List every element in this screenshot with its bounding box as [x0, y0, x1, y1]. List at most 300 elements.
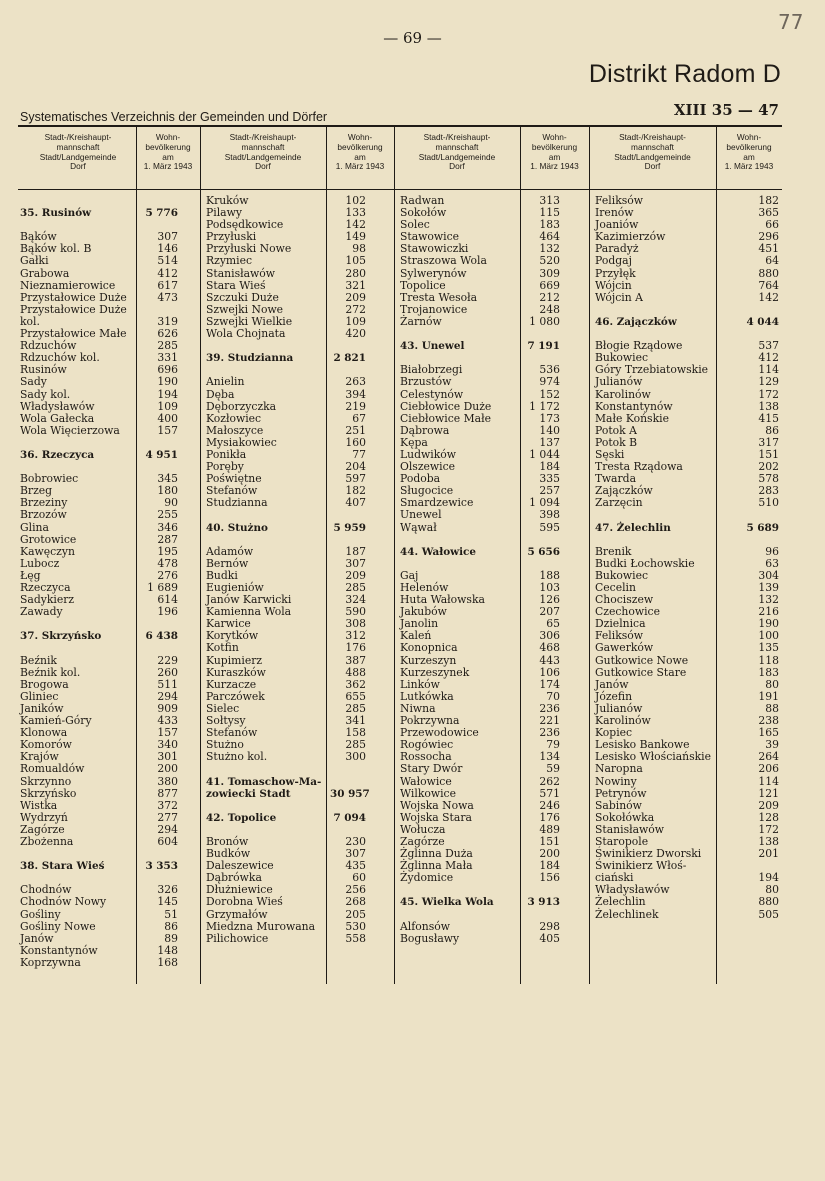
- population-value: 157: [157, 423, 178, 437]
- population-value: 200: [157, 762, 178, 776]
- population-value: 140: [539, 423, 560, 437]
- population-value: 321: [345, 278, 366, 292]
- population-value: 7 191: [527, 340, 560, 353]
- village-row: [400, 401, 560, 413]
- population-value: 558: [345, 931, 366, 945]
- place-name: Kupimierz: [206, 653, 263, 667]
- place-name: ciański: [595, 871, 634, 885]
- place-name: Karolinów: [595, 714, 651, 728]
- village-row: [595, 292, 779, 304]
- village-row: [20, 836, 178, 848]
- section-gap: [20, 437, 178, 449]
- header-top-rule: [18, 125, 782, 127]
- population-value: 400: [157, 411, 178, 425]
- place-name: 35. Rusinów: [20, 207, 92, 220]
- population-value: 260: [157, 665, 178, 679]
- population-value: 173: [539, 411, 560, 425]
- place-name: Bąków kol. B: [20, 242, 92, 256]
- population-value: 206: [758, 762, 779, 776]
- commune-header-row: [20, 207, 178, 219]
- place-name: Kurzeszynek: [400, 665, 470, 679]
- population-value: 280: [345, 266, 366, 280]
- place-name: Janów: [595, 677, 629, 691]
- population-value: 216: [758, 605, 779, 619]
- population-value: 174: [539, 677, 560, 691]
- place-name: Kopiec: [595, 726, 633, 740]
- village-row: [400, 921, 560, 933]
- place-name: Kurzacze: [206, 677, 257, 691]
- population-value: 172: [758, 387, 779, 401]
- place-name: Julianów: [595, 701, 643, 715]
- section-gap: [595, 304, 779, 316]
- population-value: 696: [157, 363, 178, 377]
- population-value: 256: [345, 883, 366, 897]
- population-value: 510: [758, 496, 779, 510]
- place-name: Rdzuchów kol.: [20, 351, 100, 365]
- place-name: Lubocz: [20, 556, 60, 570]
- place-name: Wola Więcierzowa: [20, 423, 120, 437]
- place-name: Wójcin A: [595, 290, 643, 304]
- population-value: 326: [157, 883, 178, 897]
- population-value: 319: [157, 314, 178, 328]
- place-name: Zagórze: [400, 834, 445, 848]
- population-value: 79: [546, 738, 560, 752]
- population-value: 3 353: [145, 860, 178, 873]
- page-number: — 69 —: [383, 29, 442, 47]
- place-name: Żglinna Duża: [400, 847, 473, 861]
- place-name: Rzeczyca: [20, 581, 71, 594]
- place-name: kol.: [20, 314, 40, 328]
- population-value: 109: [157, 399, 178, 413]
- place-name: Zbożenna: [20, 834, 74, 848]
- population-value: 387: [345, 653, 366, 667]
- place-name: Przystałowice Duże: [20, 302, 127, 316]
- header-population-column: Wohn- bevölkerung am 1. März 1943: [724, 132, 774, 172]
- place-name: Glina: [20, 520, 49, 534]
- population-value: 149: [345, 230, 366, 244]
- commune-header-row: [400, 340, 560, 352]
- place-name: Kazimierzów: [595, 230, 666, 244]
- place-name: Tresta Rządowa: [595, 460, 683, 474]
- place-name: Przewodowice: [400, 726, 479, 740]
- village-row: [400, 872, 560, 884]
- header-name-column: Stadt-/Kreishaupt- mannschaft Stadt/Landgemeinde Dorf: [418, 132, 496, 172]
- place-name: Potok B: [595, 435, 638, 449]
- population-value: 669: [539, 278, 560, 292]
- place-name: Wydrzyń: [20, 810, 68, 824]
- village-row: [20, 255, 178, 267]
- village-row: [206, 642, 366, 654]
- place-name: Małoszyce: [206, 423, 264, 437]
- place-name: Wąwał: [400, 520, 437, 534]
- place-name: Studzianna: [206, 496, 268, 510]
- place-name: Sylwerynów: [400, 266, 467, 280]
- place-name: Brenik: [595, 544, 632, 558]
- place-name: Tresta Wesoła: [400, 290, 478, 304]
- population-value: 398: [539, 508, 560, 522]
- place-name: Łęg: [20, 568, 41, 582]
- village-row: [20, 546, 178, 558]
- place-name: Staropole: [595, 834, 649, 848]
- place-name: Kawęczyn: [20, 544, 75, 558]
- place-name: 37. Skrzyńsko: [20, 630, 102, 643]
- table-column-1: [20, 195, 178, 969]
- place-name: Kurzeszyn: [400, 653, 457, 667]
- population-value: 187: [345, 544, 366, 558]
- population-value: 331: [157, 351, 178, 365]
- place-name: Rzymiec: [206, 254, 253, 268]
- population-value: 196: [157, 605, 178, 619]
- village-row: [595, 268, 779, 280]
- population-value: 135: [758, 641, 779, 655]
- population-value: 114: [758, 363, 779, 377]
- place-name: Sabinów: [595, 798, 642, 812]
- village-row: [20, 957, 178, 969]
- population-value: 66: [765, 218, 779, 232]
- place-name: Irenów: [595, 206, 634, 220]
- table-column-3: [400, 195, 560, 945]
- population-value: 595: [539, 520, 560, 534]
- place-name: Skrzyńsko: [20, 786, 77, 800]
- population-value: 202: [758, 460, 779, 474]
- place-name: Przystałowice Małe: [20, 327, 127, 341]
- population-value: 285: [345, 701, 366, 715]
- population-value: 148: [157, 943, 178, 957]
- village-row: [206, 909, 366, 921]
- place-name: Sługocice: [400, 484, 454, 498]
- section-gap: [20, 195, 178, 207]
- population-value: 190: [758, 617, 779, 631]
- village-row: [206, 921, 366, 933]
- population-value: 96: [765, 544, 779, 558]
- pencil-annotation: 77: [778, 10, 804, 34]
- village-row: [400, 763, 560, 775]
- population-value: 272: [345, 302, 366, 316]
- population-value: 362: [345, 677, 366, 691]
- village-row: [595, 642, 779, 654]
- place-name: Dęborzyczka: [206, 399, 277, 413]
- population-value: 102: [345, 194, 366, 207]
- population-value: 420: [345, 327, 366, 341]
- population-value: 335: [539, 472, 560, 486]
- village-row: [20, 606, 178, 618]
- population-value: 65: [546, 617, 560, 631]
- population-value: 152: [539, 387, 560, 401]
- place-name: Przyłęk: [595, 266, 636, 280]
- place-name: Czechowice: [595, 605, 660, 619]
- population-value: 238: [758, 714, 779, 728]
- place-name: Eugieniów: [206, 581, 264, 594]
- village-row: [206, 389, 366, 401]
- population-value: 257: [539, 484, 560, 498]
- place-name: 42. Topolice: [206, 811, 277, 824]
- population-value: 207: [539, 605, 560, 619]
- place-name: Poręby: [206, 460, 244, 474]
- village-row: [400, 800, 560, 812]
- population-value: 571: [539, 786, 560, 800]
- population-value: 126: [539, 593, 560, 607]
- population-value: 263: [345, 375, 366, 389]
- population-value: 380: [157, 774, 178, 788]
- place-name: Bernów: [206, 556, 249, 570]
- place-name: Józefin: [595, 689, 633, 703]
- place-name: Komorów: [20, 738, 72, 752]
- place-name: Karwice: [206, 617, 251, 631]
- population-value: 283: [758, 484, 779, 498]
- population-value: 626: [157, 327, 178, 341]
- commune-header-row: [595, 522, 779, 534]
- population-value: 168: [157, 955, 178, 969]
- population-value: 394: [345, 387, 366, 401]
- place-name: Wołucza: [400, 822, 446, 836]
- place-name: Kępa: [400, 435, 428, 449]
- population-value: 5 776: [145, 207, 178, 220]
- population-value: 1 080: [529, 314, 560, 328]
- place-name: Bronów: [206, 834, 249, 848]
- place-name: Gawerków: [595, 641, 654, 655]
- place-name: Ciebłowice Małe: [400, 411, 491, 425]
- place-name: Kamienna Wola: [206, 605, 292, 619]
- place-name: Sołtysy: [206, 714, 246, 728]
- place-name: Gośliny Nowe: [20, 919, 96, 933]
- table-column-2: [206, 194, 370, 945]
- commune-header-row: [400, 896, 560, 908]
- population-value: 285: [345, 581, 366, 594]
- place-name: Karolinów: [595, 387, 651, 401]
- place-name: Stefanów: [206, 726, 258, 740]
- population-value: 294: [157, 689, 178, 703]
- commune-header-row: [20, 860, 178, 872]
- place-name: Dąbrówka: [206, 871, 262, 885]
- place-name: Pokrzywna: [400, 714, 460, 728]
- population-value: 142: [758, 290, 779, 304]
- place-name: Białobrzegi: [400, 363, 463, 377]
- population-value: 105: [345, 254, 366, 268]
- population-value: 200: [539, 847, 560, 861]
- population-value: 133: [345, 206, 366, 220]
- commune-header-row: [20, 449, 178, 461]
- place-name: Chodnów Nowy: [20, 895, 107, 909]
- population-value: 132: [539, 242, 560, 256]
- population-value: 39: [765, 738, 779, 752]
- village-row: [20, 534, 178, 546]
- section-gap: [400, 328, 560, 340]
- village-row: [20, 896, 178, 908]
- village-row: [206, 328, 366, 340]
- population-value: 176: [345, 641, 366, 655]
- place-name: zowiecki Stadt: [206, 787, 291, 800]
- place-name: Janów Karwicki: [206, 593, 292, 607]
- population-value: 182: [758, 194, 779, 207]
- place-name: Wójcin: [595, 278, 632, 292]
- place-name: Wola Gałecka: [20, 411, 95, 425]
- header-name-column: Stadt-/Kreishaupt- mannschaft Stadt/Landgemeinde Dorf: [614, 132, 691, 172]
- place-name: Ciebłowice Duże: [400, 399, 492, 413]
- place-name: Gałki: [20, 254, 49, 268]
- place-name: 47. Żelechlin: [595, 521, 671, 534]
- place-name: Adamów: [206, 544, 254, 558]
- place-name: Dąbrowa: [400, 423, 450, 437]
- population-value: 138: [758, 834, 779, 848]
- population-value: 5 656: [527, 545, 560, 558]
- place-name: Bobrowiec: [20, 472, 79, 486]
- village-row: [20, 304, 178, 316]
- place-name: Trojanowice: [400, 302, 468, 316]
- place-name: Żarnów: [400, 314, 442, 328]
- place-name: Zagórze: [20, 822, 65, 836]
- section-gap: [206, 340, 366, 352]
- village-row: [20, 376, 178, 388]
- place-name: Twarda: [595, 472, 637, 486]
- population-value: 909: [157, 701, 178, 715]
- place-name: Przyłuski Nowe: [206, 242, 292, 256]
- village-row: [400, 255, 560, 267]
- population-value: 98: [352, 242, 366, 256]
- place-name: 41. Tomaschow-Ma-: [206, 775, 322, 788]
- place-name: Niwna: [400, 701, 436, 715]
- village-row: [400, 509, 560, 521]
- village-row: [206, 413, 366, 425]
- place-name: Unewel: [400, 508, 442, 522]
- population-value: 614: [157, 593, 178, 607]
- population-value: 146: [157, 242, 178, 256]
- header-population-column: Wohn- bevölkerung am 1. März 1943: [143, 132, 193, 172]
- population-value: 307: [345, 556, 366, 570]
- place-name: 44. Wałowice: [400, 545, 476, 558]
- population-value: 287: [157, 532, 178, 546]
- village-row: [20, 800, 178, 812]
- village-row: [595, 389, 779, 401]
- place-name: Janów: [20, 931, 54, 945]
- place-name: Stanisławów: [595, 822, 665, 836]
- village-row: [595, 401, 779, 413]
- population-value: 183: [539, 218, 560, 232]
- place-name: Topolice: [400, 278, 446, 292]
- population-value: 464: [539, 230, 560, 244]
- village-row: [400, 788, 560, 800]
- population-value: 5 689: [746, 521, 779, 534]
- population-value: 88: [765, 701, 779, 715]
- population-value: 165: [758, 726, 779, 740]
- population-value: 489: [539, 822, 560, 836]
- place-name: Stawowice: [400, 230, 460, 244]
- population-value: 488: [345, 665, 366, 679]
- place-name: Radwan: [400, 194, 445, 207]
- place-name: 45. Wielka Wola: [400, 896, 494, 909]
- place-name: Anielin: [206, 375, 245, 389]
- population-value: 255: [157, 508, 178, 522]
- section-gap: [206, 534, 366, 546]
- commune-header-row: [206, 352, 366, 364]
- place-name: Bukowiec: [595, 568, 649, 582]
- place-name: Szwejki Wielkie: [206, 314, 293, 328]
- population-value: 229: [157, 653, 178, 667]
- population-value: 346: [157, 520, 178, 534]
- place-name: Budków: [206, 847, 251, 861]
- district-title: Distrikt Radom D: [588, 60, 781, 88]
- population-value: 597: [345, 472, 366, 486]
- place-name: Feliksów: [595, 194, 644, 207]
- place-name: 36. Rzeczyca: [20, 448, 95, 461]
- place-name: Rdzuchów: [20, 339, 77, 353]
- population-value: 1 689: [147, 581, 178, 594]
- village-row: [595, 763, 779, 775]
- population-value: 184: [539, 859, 560, 873]
- place-name: Sęski: [595, 447, 625, 461]
- village-row: [20, 522, 178, 534]
- place-name: Ponikła: [206, 447, 247, 461]
- place-name: Przystałowice Duże: [20, 290, 127, 304]
- population-value: 138: [758, 399, 779, 413]
- place-name: Gutkowice Nowe: [595, 653, 689, 667]
- place-name: Kozłowiec: [206, 411, 262, 425]
- population-value: 184: [539, 460, 560, 474]
- place-name: Stawowiczki: [400, 242, 469, 256]
- population-value: 114: [758, 774, 779, 788]
- place-name: Poświętne: [206, 472, 262, 486]
- place-name: Rogówiec: [400, 738, 454, 752]
- population-value: 194: [758, 871, 779, 885]
- village-row: [595, 280, 779, 292]
- population-value: 209: [345, 290, 366, 304]
- section-gap: [206, 763, 366, 775]
- population-value: 219: [345, 399, 366, 413]
- place-name: 38. Stara Wieś: [20, 860, 105, 873]
- place-name: Janolin: [400, 617, 439, 631]
- place-name: Stużno: [206, 738, 244, 752]
- village-row: [595, 800, 779, 812]
- population-value: 176: [539, 810, 560, 824]
- village-row: [206, 376, 366, 388]
- place-name: Budki: [206, 568, 238, 582]
- population-value: 86: [765, 423, 779, 437]
- section-gap: [20, 848, 178, 860]
- population-value: 285: [157, 339, 178, 353]
- place-name: Parczówek: [206, 689, 265, 703]
- population-value: 405: [539, 931, 560, 945]
- place-name: Smardzewice: [400, 496, 474, 510]
- place-name: Żelechlinek: [595, 907, 659, 921]
- place-name: Brogowa: [20, 677, 69, 691]
- population-value: 121: [758, 786, 779, 800]
- population-value: 212: [539, 290, 560, 304]
- place-name: Mysiakowiec: [206, 435, 277, 449]
- village-row: [20, 413, 178, 425]
- header-bottom-rule: [18, 189, 782, 190]
- place-name: Rossocha: [400, 750, 452, 764]
- village-row: [206, 667, 366, 679]
- village-row: [206, 751, 366, 763]
- population-value: 115: [539, 206, 560, 220]
- place-name: Góry Trzebiatowskie: [595, 363, 709, 377]
- place-name: Grzymałów: [206, 907, 268, 921]
- population-value: 2 821: [333, 352, 366, 365]
- page-code: XIII 35 — 47: [673, 101, 779, 119]
- population-value: 246: [539, 798, 560, 812]
- population-value: 194: [157, 387, 178, 401]
- village-row: [595, 667, 779, 679]
- population-value: 268: [345, 895, 366, 909]
- place-name: Stanisławów: [206, 266, 276, 280]
- place-name: Bukowiec: [595, 351, 649, 365]
- place-name: Brzeziny: [20, 496, 68, 510]
- village-row: [595, 896, 779, 908]
- place-name: Świnikierz Dworski: [595, 847, 702, 861]
- population-value: 617: [157, 278, 178, 292]
- place-name: 40. Stużno: [206, 521, 268, 534]
- place-name: Dęba: [206, 387, 235, 401]
- population-value: 109: [345, 314, 366, 328]
